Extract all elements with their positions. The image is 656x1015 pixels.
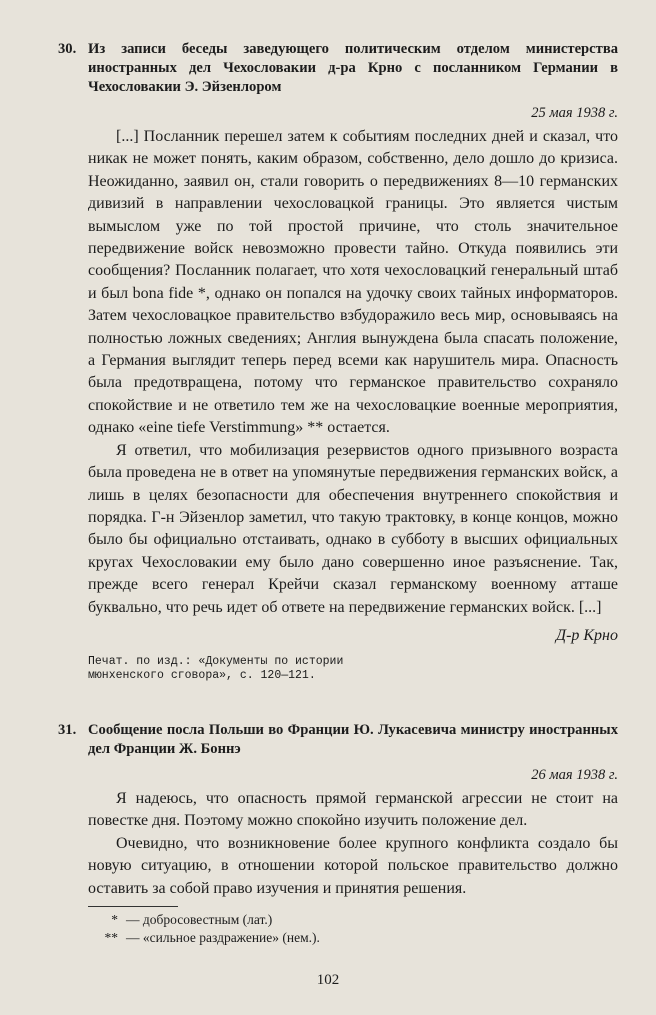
signature: Д-р Крно — [555, 626, 618, 644]
footnote-divider — [88, 906, 178, 907]
footnote-text: — добросовестным (лат.) — [126, 911, 273, 927]
paragraph: Очевидно, что возникновение более крупного конфликта создало бы новую ситуацию, в отношении которой польское правительство должно оставить за собой право изучения и принятия решения. — [88, 834, 618, 897]
page-number: 102 — [316, 972, 340, 988]
document-number: 31. — [58, 721, 77, 738]
document-title: Из записи беседы заведующего политическим отделом министерства иностранных дел Чехословакии д-ра Крно с посланником Германии в Чехословакии Э. Эйзенлором — [88, 41, 618, 95]
document-body — [88, 126, 618, 619]
document-date: 26 мая 1938 г. — [531, 766, 618, 783]
document-heading — [58, 721, 618, 759]
footnote-text: — «сильное раздражение» (нем.). — [126, 929, 320, 945]
footnote-mark: * — [111, 911, 118, 927]
document-heading — [58, 40, 618, 97]
document-31 — [58, 721, 618, 900]
paragraph: Я ответил, что мобилизация резервистов одного призывного возраста была проведена не в ответ на упомянутые передвижения германских войск, а лишь в целях безопасности для обеспечения внутреннего спокойствия и порядка. Г-н Эйзенлор заметил, что такую трактовку, в конце концов, можно было бы официально отстаивать, однако в субботу в высших официальных кругах Чехословакии ему было дано совершенно иное разъяснение. Так, прежде всего генерал Крейчи сказал германскому военному атташе буквально, что речь идет об ответе на передвижение германских войск. [...] — [88, 441, 618, 616]
document-date: 25 мая 1938 г. — [531, 105, 618, 121]
source-note: Печат. по изд.: «Документы по истории мюнхенского сговора», с. 120—121. — [88, 654, 344, 682]
paragraph: [...] Посланник перешел затем к событиям последних дней и сказал, что никак не может понять, каким образом, собственно, дело дошло до кризиса. Неожиданно, заявил он, стали говорить о передвижениях 8—10 германских дивизий в направлении чехословацкой границы. Это является чистым вымыслом уже по той простой причине, что столь значительное передвижение войск невозможно провести тайно. Откуда появились эти сообщения? Посланник полагает, что хотя чехословацкий генеральный штаб и был bona fide *, однако он попался на удочку своих тайных информаторов. Затем чехословацкое правительство взбудоражило весь мир, основываясь на полностью ложных сведениях; Англия вынуждена была спасать положение, а Германия выглядит теперь перед всеми как нарушитель мира. Опасность была предотвращена, потому что германское правительство сохраняло спокойствие и не ответило тем же на чехословацкие военные мероприятия, однако «eine tiefe Verstimmung» ** остается. — [88, 128, 618, 437]
footnote — [88, 911, 618, 929]
footnote-mark: ** — [104, 929, 118, 945]
document-number: 30. — [58, 41, 77, 57]
footnote — [88, 929, 618, 947]
document-30 — [58, 40, 618, 683]
paragraph: Я надеюсь, что опасность прямой германской агрессии не стоит на повестке дня. Поэтому можно спокойно изучить положение дел. — [88, 789, 618, 830]
document-title: Сообщение посла Польши во Франции Ю. Лукасевича министру иностранных дел Франции Ж. Боннэ — [88, 721, 618, 757]
document-body — [88, 788, 618, 900]
